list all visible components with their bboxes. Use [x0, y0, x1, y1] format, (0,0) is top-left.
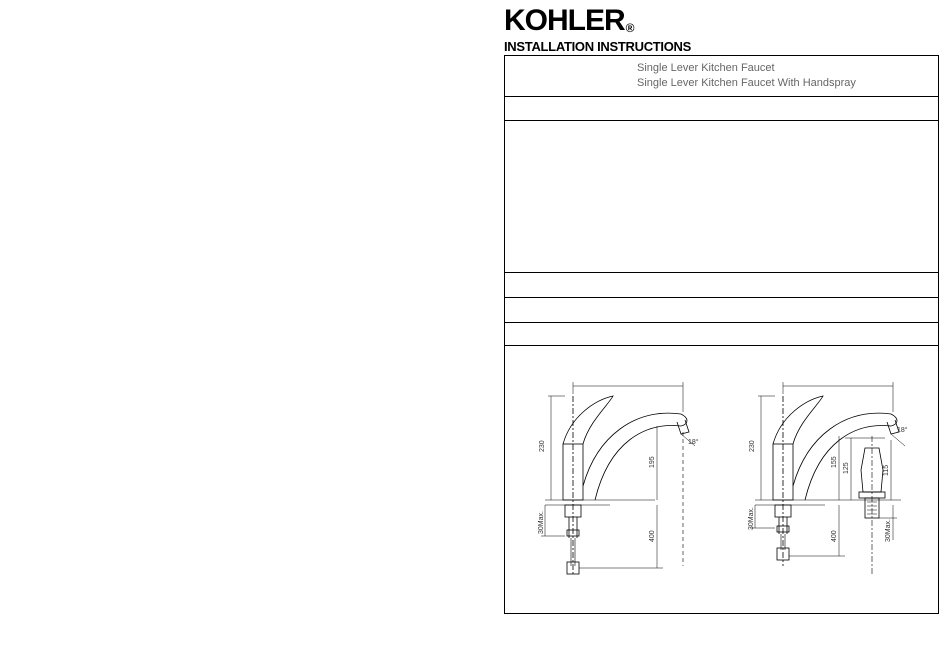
logo-wordmark: KOHLER — [504, 4, 625, 37]
dim-right-hose: 400 — [831, 530, 838, 542]
dim-right-spray-a: 125 — [843, 462, 850, 474]
dim-right-spray-deck: 30Max. — [885, 519, 892, 542]
faucet-dimension-drawing — [505, 56, 940, 615]
dim-left-spout: 195 — [649, 456, 656, 468]
faucet-drawing-left — [541, 382, 695, 576]
dim-left-deck: 30Max. — [538, 511, 545, 534]
dim-right-spray-b: 115 — [883, 464, 890, 476]
dim-right-deck: 30Max. — [748, 507, 755, 530]
page-heading: INSTALLATION INSTRUCTIONS — [504, 39, 692, 54]
registered-mark: ® — [625, 21, 635, 35]
dim-right-spout: 155 — [831, 456, 838, 468]
dim-right-angle: 18° — [897, 427, 908, 434]
dim-left-angle: 18° — [688, 439, 699, 446]
dim-left-height: 230 — [539, 440, 546, 452]
dim-left-hose: 400 — [649, 530, 656, 542]
faucet-drawing-right — [751, 382, 905, 576]
instruction-frame — [504, 55, 939, 614]
model-name-2: Single Lever Kitchen Faucet With Handspray — [637, 77, 856, 89]
dim-right-height: 230 — [749, 440, 756, 452]
model-name-1: Single Lever Kitchen Faucet — [637, 62, 775, 74]
